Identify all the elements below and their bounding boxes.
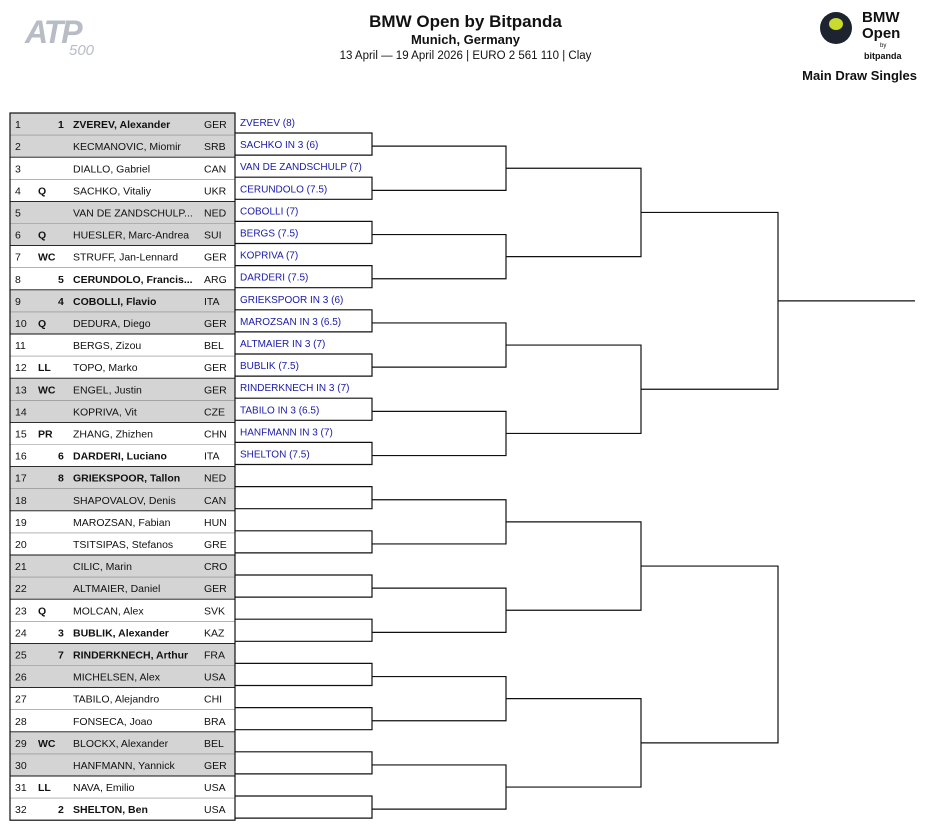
sf-connector [641,212,778,389]
player-name: NAVA, Emilio [73,782,135,795]
player-nationality: NED [204,207,227,220]
player-name: CILIC, Marin [73,561,132,574]
entry-status: PR [38,428,53,441]
player-row [15,539,227,551]
draw-position: 10 [15,317,27,330]
draw-position: 21 [15,561,27,574]
player-name: COBOLLI, Flavio [73,295,157,308]
r1-connector [235,663,372,685]
r1-connector [235,796,372,818]
draw-position: 24 [15,627,27,640]
player-name: GRIEKSPOOR, Tallon [73,472,181,485]
r2-connector [372,146,506,190]
seed-number: 6 [58,450,64,463]
sponsor-line2: Open [862,25,901,42]
player-name: HUESLER, Marc-Andrea [73,229,190,242]
player-name: KOPRIVA, Vit [73,406,137,419]
player-name: DARDERI, Luciano [73,450,167,463]
pick-label: BUBLIK (7.5) [240,361,299,373]
player-row [15,804,226,816]
r2-connector [372,500,506,544]
player-name: TABILO, Alejandro [73,693,160,706]
draw-position: 31 [15,782,27,795]
draw-position: 20 [15,538,27,551]
r1-connector [235,487,372,509]
tournament-title: BMW Open by Bitpanda [369,12,562,31]
pick-label: KOPRIVA (7) [240,250,299,262]
r1-connector [235,575,372,597]
draw-position: 29 [15,737,27,750]
player-nationality: BEL [204,737,224,750]
r2-connector [372,323,506,367]
pick-label: CERUNDOLO (7.5) [240,184,328,196]
player-row [15,627,225,639]
pick-label: BERGS (7.5) [240,228,299,240]
player-name: HANFMANN, Yannick [73,759,175,772]
draw-position: 23 [15,605,27,618]
player-name: STRUFF, Jan-Lennard [73,251,179,264]
player-nationality: GER [204,583,227,596]
draw-position: 5 [15,207,21,220]
pick-label: SHELTON (7.5) [240,449,310,461]
draw-position: 1 [15,119,21,132]
player-row [15,716,226,728]
draw-position: 7 [15,251,21,264]
player-row [15,252,227,264]
player-name: RINDERKNECH, Arthur [73,649,189,662]
r1-connector [235,708,372,730]
player-nationality: UKR [204,185,227,198]
entry-status: LL [38,782,51,795]
player-nationality: USA [204,782,226,795]
sponsor-line1: BMW [862,9,900,26]
player-nationality: GER [204,251,227,264]
player-nationality: SRB [204,141,226,154]
player-nationality: BRA [204,715,226,728]
pick-label: HANFMANN IN 3 (7) [240,427,333,439]
draw-position: 8 [15,273,21,286]
draw-position: 18 [15,494,27,507]
r2-connector [372,588,506,632]
entry-status: Q [38,605,47,618]
player-name: TOPO, Marko [73,362,138,375]
player-name: SHELTON, Ben [73,804,148,817]
player-nationality: CHI [204,693,223,706]
player-name: KECMANOVIC, Miomir [73,141,181,154]
pick-label: MAROZSAN IN 3 (6.5) [240,316,342,328]
seed-number: 1 [58,119,64,132]
player-name: BLOCKX, Alexander [73,737,169,750]
draw-position: 25 [15,649,27,662]
player-name: ALTMAIER, Daniel [73,583,161,596]
player-name: CERUNDOLO, Francis... [73,273,193,286]
r2-connector [372,235,506,279]
draw-position: 15 [15,428,27,441]
player-name: ENGEL, Justin [73,384,142,397]
player-nationality: CAN [204,163,227,176]
draw-position: 16 [15,450,27,463]
player-nationality: GER [204,119,227,132]
atp-level: 500 [69,42,95,59]
player-nationality: SVK [204,605,226,618]
player-row [15,163,226,175]
player-nationality: BEL [204,340,224,353]
r1-connector [235,531,372,553]
pick-label: TABILO IN 3 (6.5) [240,405,320,417]
player-nationality: SUI [204,229,222,242]
pick-label: ZVEREV (8) [240,118,296,129]
draw-position: 12 [15,362,27,375]
draw-position: 19 [15,516,27,529]
entry-status: Q [38,229,47,242]
seed-number: 8 [58,472,64,485]
player-name: VAN DE ZANDSCHULP... [73,207,193,220]
draw-position: 4 [15,185,21,198]
draw-position: 27 [15,693,27,706]
tournament-meta: 13 April — 19 April 2026 | EURO 2 561 110 | Clay [339,50,592,62]
player-row [15,340,224,352]
player-row [15,451,220,463]
seed-number: 7 [58,649,64,662]
player-row [15,274,227,286]
atp-wordmark: ATP [25,14,81,50]
player-nationality: FRA [204,649,225,662]
player-nationality: GER [204,384,227,397]
player-nationality: CRO [204,561,228,574]
tournament-city: Munich, Germany [410,32,521,47]
player-name: MOLCAN, Alex [73,605,144,618]
player-nationality: GRE [204,538,227,551]
entry-status: Q [38,185,47,198]
player-row [15,428,227,440]
r1-connector [235,752,372,774]
player-nationality: ITA [204,450,220,463]
player-row [15,185,227,197]
player-name: ZHANG, Zhizhen [73,428,153,441]
r2-connector [372,765,506,809]
player-nationality: GER [204,759,227,772]
player-nationality: CAN [204,494,227,507]
player-nationality: GER [204,317,227,330]
entry-status: Q [38,317,47,330]
player-nationality: USA [204,804,226,817]
seed-number: 2 [58,804,64,817]
seed-number: 4 [58,295,64,308]
draw-position: 28 [15,715,27,728]
qf-connector [506,345,641,433]
qf-connector [506,699,641,787]
entry-status: WC [38,737,56,750]
player-name: MICHELSEN, Alex [73,671,160,684]
player-nationality: CZE [204,406,225,419]
player-row [15,605,225,617]
pick-label: DARDERI (7.5) [240,272,309,284]
player-name: FONSECA, Joao [73,715,153,728]
draw-position: 6 [15,229,21,242]
pick-label: VAN DE ZANDSCHULP (7) [240,162,362,174]
player-name: MAROZSAN, Fabian [73,516,171,529]
player-row [15,362,227,374]
sf-connector [641,566,778,743]
r2-connector [372,411,506,455]
player-nationality: USA [204,671,226,684]
player-name: SACHKO, Vitaliy [73,185,151,198]
player-nationality: ARG [204,273,227,286]
seed-number: 5 [58,273,64,286]
draw-position: 14 [15,406,27,419]
qf-connector [506,168,641,256]
draw-position: 17 [15,472,27,485]
pick-label: COBOLLI (7) [240,206,299,218]
draw-position: 2 [15,141,21,154]
r2-connector [372,677,506,721]
player-name: SHAPOVALOV, Denis [73,494,176,507]
seed-number: 3 [58,627,64,640]
draw-position: 32 [15,804,27,817]
pick-label: RINDERKNECH IN 3 (7) [240,383,350,395]
player-row [15,517,227,529]
entry-status: WC [38,251,56,264]
pick-label: ALTMAIER IN 3 (7) [240,339,326,350]
player-row [15,782,226,794]
player-row [15,694,222,706]
draw-position: 30 [15,759,27,772]
pick-label: GRIEKSPOOR IN 3 (6) [240,294,344,306]
player-nationality: NED [204,472,227,485]
player-nationality: CHN [204,428,227,441]
player-nationality: ITA [204,295,220,308]
player-nationality: HUN [204,516,227,529]
player-name: DEDURA, Diego [73,317,151,330]
player-nationality: KAZ [204,627,225,640]
qf-connector [506,522,641,610]
player-name: DIALLO, Gabriel [73,163,151,176]
player-name: ZVEREV, Alexander [73,119,171,132]
r1-connector [235,619,372,641]
entry-status: LL [38,362,51,375]
draw-position: 11 [15,340,26,353]
draw-position: 26 [15,671,27,684]
pick-label: SACHKO IN 3 (6) [240,140,319,152]
draw-label: Main Draw Singles [802,68,917,83]
draw-position: 9 [15,295,21,308]
player-nationality: GER [204,362,227,375]
draw-position: 3 [15,163,21,176]
player-name: TSITSIPAS, Stefanos [73,538,174,551]
sponsor-by: by [880,43,887,49]
draw-position: 13 [15,384,27,397]
sponsor-brand: bitpanda [864,51,902,61]
player-name: BERGS, Zizou [73,340,142,353]
player-name: BUBLIK, Alexander [73,627,169,640]
draw-position: 22 [15,583,27,596]
entry-status: WC [38,384,56,397]
